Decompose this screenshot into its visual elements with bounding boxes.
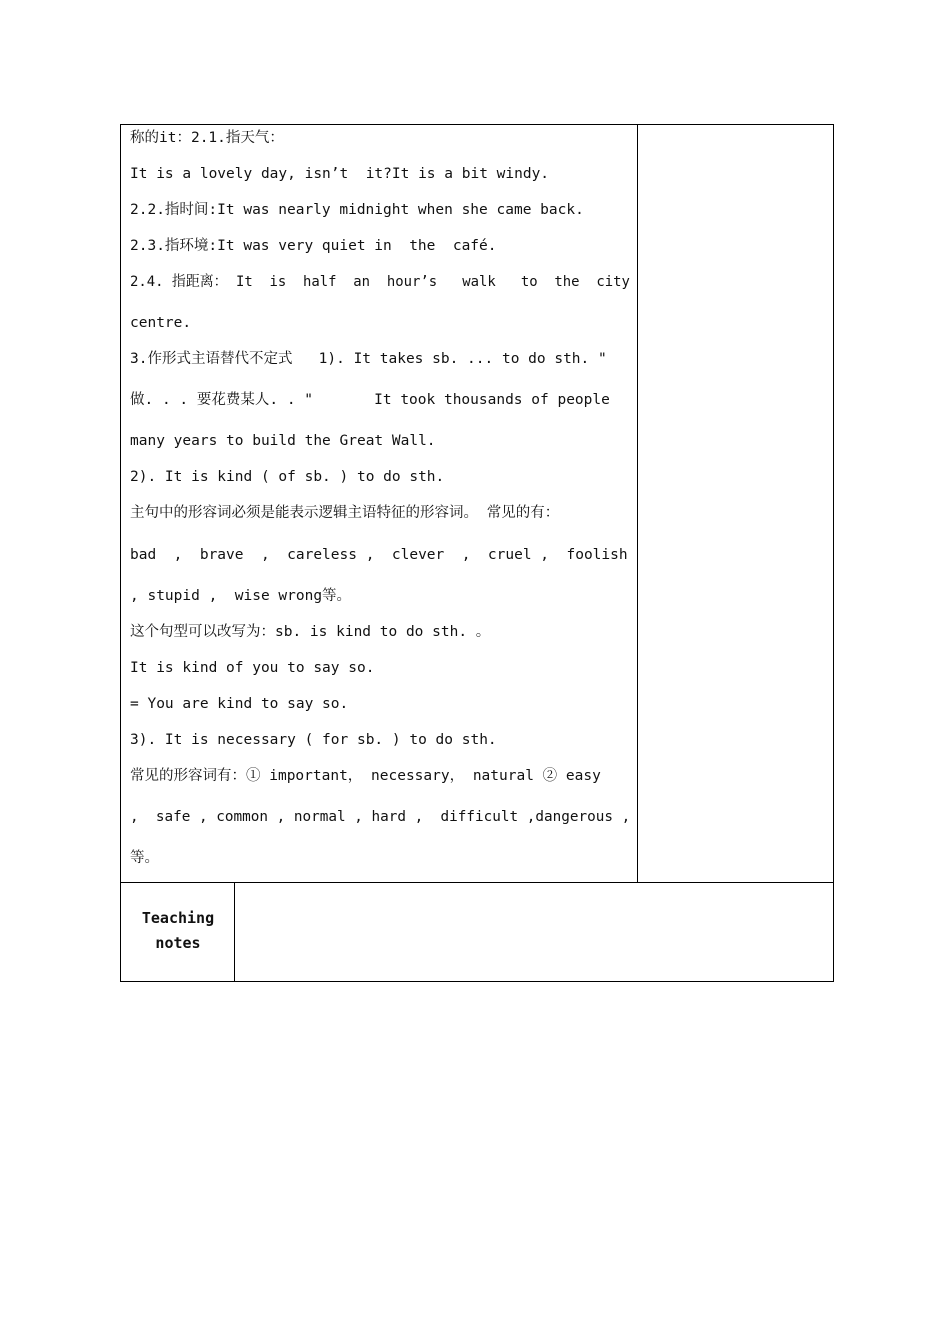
teaching-notes-label-line1: Teaching xyxy=(141,909,215,927)
text-line: 主句中的形容词必须是能表示逻辑主语特征的形容词。 常见的有： xyxy=(130,505,560,521)
text-line: It is kind of you to say so. xyxy=(130,660,375,676)
text-line: 2). It is kind ( of sb. ) to do sth. xyxy=(130,469,445,485)
text-line: 2.4. 指距离： It is half an hour’s walk to the city xyxy=(130,274,630,290)
text-line: 这个句型可以改写为：sb. is kind to do sth. 。 xyxy=(130,624,491,640)
text-line: It is a lovely day, isn’t it?It is a bit windy. xyxy=(130,166,550,182)
text-line: bad , brave , careless , clever , cruel , foolish xyxy=(130,547,628,563)
text-line: 2.2.指时间:It was nearly midnight when she came back. xyxy=(130,202,584,218)
text-line: 称的it：2.1.指天气： xyxy=(130,130,284,146)
text-line: 3). It is necessary ( for sb. ) to do sth. xyxy=(130,732,497,748)
text-line: , safe , common , normal , hard , difficult ,dangerous , xyxy=(130,809,631,825)
text-line: 做. . . 要花费某人. . " It took thousands of people xyxy=(130,392,610,408)
teaching-notes-label-line2: notes xyxy=(155,934,201,952)
text-line: centre. xyxy=(130,315,192,331)
text-line: 等。 xyxy=(130,850,159,866)
text-line: 2.3.指环境:It was very quiet in the café. xyxy=(130,238,497,254)
text-line: = You are kind to say so. xyxy=(130,696,349,712)
text-line: many years to build the Great Wall. xyxy=(130,433,436,449)
teaching-notes-area xyxy=(235,883,833,981)
text-line: , stupid , wise wrong等。 xyxy=(130,588,352,604)
text-line: 常见的形容词有：① important， necessary， natural ② easy xyxy=(130,768,601,784)
column-divider xyxy=(637,124,638,883)
teaching-notes-label xyxy=(122,906,234,956)
text-line: 3.作形式主语替代不定式 1). It takes sb. ... to do sth. " xyxy=(130,351,607,367)
